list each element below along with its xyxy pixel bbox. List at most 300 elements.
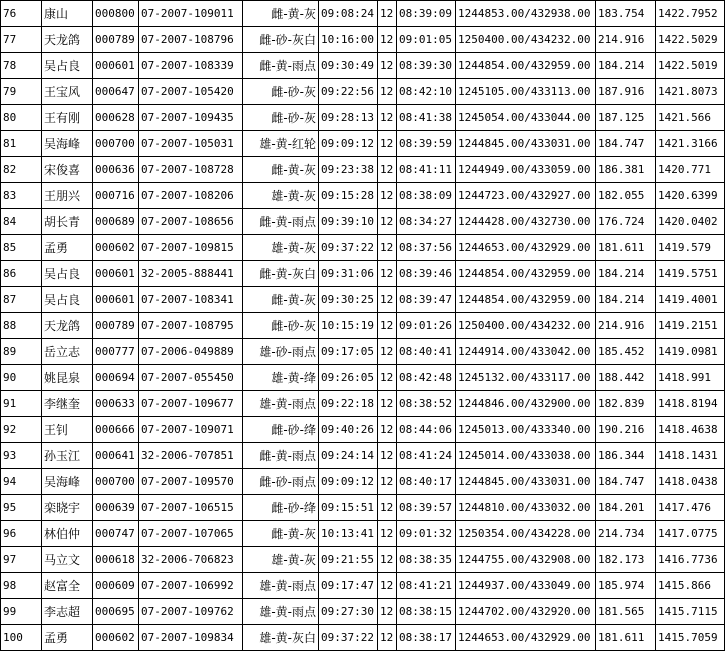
cell-ring-number: 07-2007-108795 <box>139 313 243 339</box>
cell-day: 12 <box>378 443 397 469</box>
cell-speed: 1419.5751 <box>656 261 725 287</box>
cell-name: 孟勇 <box>42 625 93 651</box>
cell-day: 12 <box>378 27 397 53</box>
cell-release-time: 09:23:38 <box>319 157 378 183</box>
cell-speed: 1421.3166 <box>656 131 725 157</box>
cell-ring-number: 07-2007-108728 <box>139 157 243 183</box>
cell-sex-color: 雌-黄-雨点 <box>243 53 319 79</box>
cell-arrival-time: 08:42:48 <box>397 365 456 391</box>
cell-rank: 82 <box>1 157 42 183</box>
cell-name: 孟勇 <box>42 235 93 261</box>
cell-coordinates: 1244845.00/433031.00 <box>456 469 596 495</box>
cell-member-id: 000618 <box>93 547 139 573</box>
cell-sex-color: 雌-黄-雨点 <box>243 443 319 469</box>
cell-rank: 78 <box>1 53 42 79</box>
cell-name: 林伯仲 <box>42 521 93 547</box>
cell-speed: 1415.7059 <box>656 625 725 651</box>
cell-day: 12 <box>378 131 397 157</box>
cell-member-id: 000641 <box>93 443 139 469</box>
cell-member-id: 000716 <box>93 183 139 209</box>
cell-coordinates: 1244845.00/433031.00 <box>456 131 596 157</box>
cell-coordinates: 1245014.00/433038.00 <box>456 443 596 469</box>
cell-ring-number: 07-2007-109570 <box>139 469 243 495</box>
cell-day: 12 <box>378 261 397 287</box>
cell-name: 天龙鸽 <box>42 313 93 339</box>
cell-sex-color: 雄-黄-雨点 <box>243 573 319 599</box>
cell-arrival-time: 08:39:57 <box>397 495 456 521</box>
cell-sex-color: 雌-砂-灰 <box>243 79 319 105</box>
table-row <box>1 53 725 79</box>
cell-sex-color: 雌-黄-雨点 <box>243 209 319 235</box>
cell-release-time: 09:21:55 <box>319 547 378 573</box>
cell-coordinates: 1250400.00/434232.00 <box>456 27 596 53</box>
cell-rank: 92 <box>1 417 42 443</box>
cell-name: 岳立志 <box>42 339 93 365</box>
cell-distance: 181.611 <box>596 235 656 261</box>
cell-arrival-time: 08:44:06 <box>397 417 456 443</box>
cell-release-time: 09:37:22 <box>319 625 378 651</box>
cell-name: 宋俊喜 <box>42 157 93 183</box>
cell-release-time: 09:26:05 <box>319 365 378 391</box>
cell-ring-number: 07-2007-109677 <box>139 391 243 417</box>
cell-ring-number: 07-2007-108339 <box>139 53 243 79</box>
table-row <box>1 547 725 573</box>
table-row <box>1 27 725 53</box>
cell-day: 12 <box>378 573 397 599</box>
cell-ring-number: 32-2006-707851 <box>139 443 243 469</box>
cell-release-time: 09:22:56 <box>319 79 378 105</box>
table-row <box>1 261 725 287</box>
cell-arrival-time: 08:39:09 <box>397 1 456 27</box>
cell-coordinates: 1245013.00/433340.00 <box>456 417 596 443</box>
cell-rank: 90 <box>1 365 42 391</box>
cell-sex-color: 雄-砂-雨点 <box>243 339 319 365</box>
cell-coordinates: 1244914.00/433042.00 <box>456 339 596 365</box>
cell-speed: 1418.8194 <box>656 391 725 417</box>
cell-day: 12 <box>378 547 397 573</box>
table-row <box>1 313 725 339</box>
cell-distance: 185.452 <box>596 339 656 365</box>
cell-arrival-time: 08:39:59 <box>397 131 456 157</box>
cell-day: 12 <box>378 235 397 261</box>
cell-distance: 188.442 <box>596 365 656 391</box>
cell-coordinates: 1244854.00/432959.00 <box>456 53 596 79</box>
cell-arrival-time: 09:01:26 <box>397 313 456 339</box>
cell-release-time: 09:09:12 <box>319 131 378 157</box>
cell-sex-color: 雄-黄-雨点 <box>243 599 319 625</box>
cell-ring-number: 07-2007-109011 <box>139 1 243 27</box>
cell-member-id: 000747 <box>93 521 139 547</box>
cell-sex-color: 雌-砂-绛 <box>243 417 319 443</box>
cell-name: 孙玉江 <box>42 443 93 469</box>
cell-ring-number: 07-2007-108206 <box>139 183 243 209</box>
cell-rank: 88 <box>1 313 42 339</box>
cell-ring-number: 07-2007-109435 <box>139 105 243 131</box>
cell-member-id: 000789 <box>93 313 139 339</box>
cell-arrival-time: 08:40:17 <box>397 469 456 495</box>
cell-release-time: 09:30:49 <box>319 53 378 79</box>
cell-day: 12 <box>378 1 397 27</box>
cell-coordinates: 1244854.00/432959.00 <box>456 261 596 287</box>
cell-rank: 95 <box>1 495 42 521</box>
cell-distance: 214.916 <box>596 27 656 53</box>
cell-name: 姚昆泉 <box>42 365 93 391</box>
cell-name: 马立文 <box>42 547 93 573</box>
cell-speed: 1419.0981 <box>656 339 725 365</box>
cell-coordinates: 1244723.00/432927.00 <box>456 183 596 209</box>
cell-ring-number: 07-2007-107065 <box>139 521 243 547</box>
cell-rank: 80 <box>1 105 42 131</box>
cell-day: 12 <box>378 599 397 625</box>
cell-member-id: 000628 <box>93 105 139 131</box>
cell-release-time: 09:28:13 <box>319 105 378 131</box>
cell-member-id: 000633 <box>93 391 139 417</box>
cell-day: 12 <box>378 339 397 365</box>
cell-member-id: 000694 <box>93 365 139 391</box>
cell-member-id: 000689 <box>93 209 139 235</box>
cell-rank: 83 <box>1 183 42 209</box>
cell-sex-color: 雌-黄-灰 <box>243 157 319 183</box>
cell-name: 王朋兴 <box>42 183 93 209</box>
cell-distance: 186.381 <box>596 157 656 183</box>
cell-name: 胡长青 <box>42 209 93 235</box>
cell-member-id: 000609 <box>93 573 139 599</box>
cell-arrival-time: 08:34:27 <box>397 209 456 235</box>
cell-arrival-time: 08:39:46 <box>397 261 456 287</box>
cell-ring-number: 07-2007-108656 <box>139 209 243 235</box>
table-row <box>1 183 725 209</box>
table-row <box>1 1 725 27</box>
cell-distance: 184.214 <box>596 261 656 287</box>
cell-coordinates: 1245054.00/433044.00 <box>456 105 596 131</box>
cell-sex-color: 雄-黄-灰 <box>243 183 319 209</box>
table-row <box>1 417 725 443</box>
cell-member-id: 000695 <box>93 599 139 625</box>
cell-coordinates: 1244428.00/432730.00 <box>456 209 596 235</box>
cell-distance: 181.565 <box>596 599 656 625</box>
cell-release-time: 09:17:47 <box>319 573 378 599</box>
cell-day: 12 <box>378 183 397 209</box>
cell-rank: 97 <box>1 547 42 573</box>
table-row <box>1 287 725 313</box>
cell-distance: 176.724 <box>596 209 656 235</box>
cell-name: 康山 <box>42 1 93 27</box>
cell-arrival-time: 08:38:15 <box>397 599 456 625</box>
cell-arrival-time: 08:38:52 <box>397 391 456 417</box>
cell-member-id: 000601 <box>93 287 139 313</box>
cell-arrival-time: 09:01:32 <box>397 521 456 547</box>
cell-distance: 184.747 <box>596 131 656 157</box>
cell-sex-color: 雌-砂-灰 <box>243 313 319 339</box>
cell-arrival-time: 08:39:30 <box>397 53 456 79</box>
cell-speed: 1422.5029 <box>656 27 725 53</box>
cell-name: 王宝风 <box>42 79 93 105</box>
table-row <box>1 131 725 157</box>
cell-sex-color: 雄-黄-灰 <box>243 547 319 573</box>
cell-member-id: 000800 <box>93 1 139 27</box>
cell-name: 李志超 <box>42 599 93 625</box>
cell-speed: 1419.2151 <box>656 313 725 339</box>
table-row <box>1 235 725 261</box>
cell-rank: 77 <box>1 27 42 53</box>
cell-coordinates: 1244810.00/433032.00 <box>456 495 596 521</box>
cell-speed: 1422.7952 <box>656 1 725 27</box>
cell-distance: 182.055 <box>596 183 656 209</box>
cell-speed: 1416.7736 <box>656 547 725 573</box>
cell-day: 12 <box>378 365 397 391</box>
cell-ring-number: 07-2007-105420 <box>139 79 243 105</box>
cell-distance: 181.611 <box>596 625 656 651</box>
cell-ring-number: 07-2007-108341 <box>139 287 243 313</box>
cell-speed: 1419.579 <box>656 235 725 261</box>
cell-day: 12 <box>378 521 397 547</box>
cell-day: 12 <box>378 417 397 443</box>
cell-member-id: 000601 <box>93 261 139 287</box>
cell-member-id: 000602 <box>93 235 139 261</box>
cell-speed: 1418.0438 <box>656 469 725 495</box>
cell-sex-color: 雄-黄-红轮 <box>243 131 319 157</box>
cell-speed: 1422.5019 <box>656 53 725 79</box>
cell-coordinates: 1244653.00/432929.00 <box>456 235 596 261</box>
cell-name: 吴占良 <box>42 53 93 79</box>
cell-release-time: 09:22:18 <box>319 391 378 417</box>
table-row <box>1 365 725 391</box>
cell-arrival-time: 08:41:21 <box>397 573 456 599</box>
cell-day: 12 <box>378 495 397 521</box>
cell-day: 12 <box>378 313 397 339</box>
cell-coordinates: 1244846.00/432900.00 <box>456 391 596 417</box>
cell-arrival-time: 08:38:17 <box>397 625 456 651</box>
cell-speed: 1415.7115 <box>656 599 725 625</box>
cell-day: 12 <box>378 625 397 651</box>
cell-distance: 214.916 <box>596 313 656 339</box>
cell-speed: 1418.4638 <box>656 417 725 443</box>
cell-coordinates: 1244702.00/432920.00 <box>456 599 596 625</box>
cell-speed: 1420.771 <box>656 157 725 183</box>
cell-speed: 1417.0775 <box>656 521 725 547</box>
cell-arrival-time: 09:01:05 <box>397 27 456 53</box>
cell-member-id: 000666 <box>93 417 139 443</box>
cell-ring-number: 07-2007-106992 <box>139 573 243 599</box>
cell-release-time: 09:39:10 <box>319 209 378 235</box>
cell-coordinates: 1245132.00/433117.00 <box>456 365 596 391</box>
table-row <box>1 469 725 495</box>
cell-rank: 96 <box>1 521 42 547</box>
cell-release-time: 09:30:25 <box>319 287 378 313</box>
cell-distance: 184.214 <box>596 53 656 79</box>
cell-member-id: 000789 <box>93 27 139 53</box>
cell-rank: 98 <box>1 573 42 599</box>
cell-ring-number: 32-2005-888441 <box>139 261 243 287</box>
cell-speed: 1418.1431 <box>656 443 725 469</box>
cell-sex-color: 雌-砂-雨点 <box>243 469 319 495</box>
cell-release-time: 09:17:05 <box>319 339 378 365</box>
cell-member-id: 000639 <box>93 495 139 521</box>
cell-sex-color: 雌-黄-灰 <box>243 521 319 547</box>
cell-coordinates: 1244755.00/432908.00 <box>456 547 596 573</box>
cell-arrival-time: 08:42:10 <box>397 79 456 105</box>
cell-name: 王有刚 <box>42 105 93 131</box>
cell-sex-color: 雌-黄-灰 <box>243 1 319 27</box>
cell-speed: 1420.0402 <box>656 209 725 235</box>
cell-speed: 1420.6399 <box>656 183 725 209</box>
cell-ring-number: 07-2006-049889 <box>139 339 243 365</box>
cell-member-id: 000602 <box>93 625 139 651</box>
cell-name: 吴占良 <box>42 261 93 287</box>
cell-member-id: 000777 <box>93 339 139 365</box>
cell-rank: 87 <box>1 287 42 313</box>
cell-coordinates: 1244853.00/432938.00 <box>456 1 596 27</box>
cell-release-time: 10:13:41 <box>319 521 378 547</box>
cell-coordinates: 1250400.00/434232.00 <box>456 313 596 339</box>
cell-sex-color: 雌-砂-绛 <box>243 495 319 521</box>
cell-sex-color: 雌-黄-灰 <box>243 287 319 313</box>
cell-rank: 91 <box>1 391 42 417</box>
results-table-body <box>1 1 725 651</box>
cell-sex-color: 雌-砂-灰白 <box>243 27 319 53</box>
cell-rank: 89 <box>1 339 42 365</box>
cell-name: 王钊 <box>42 417 93 443</box>
cell-arrival-time: 08:40:41 <box>397 339 456 365</box>
cell-ring-number: 07-2007-106515 <box>139 495 243 521</box>
cell-rank: 93 <box>1 443 42 469</box>
cell-speed: 1421.566 <box>656 105 725 131</box>
cell-member-id: 000601 <box>93 53 139 79</box>
cell-ring-number: 07-2007-109834 <box>139 625 243 651</box>
cell-day: 12 <box>378 287 397 313</box>
cell-release-time: 09:15:28 <box>319 183 378 209</box>
cell-arrival-time: 08:41:38 <box>397 105 456 131</box>
table-row <box>1 105 725 131</box>
cell-arrival-time: 08:37:56 <box>397 235 456 261</box>
cell-member-id: 000636 <box>93 157 139 183</box>
cell-release-time: 09:40:26 <box>319 417 378 443</box>
cell-release-time: 09:31:06 <box>319 261 378 287</box>
table-row <box>1 391 725 417</box>
cell-rank: 86 <box>1 261 42 287</box>
cell-rank: 84 <box>1 209 42 235</box>
cell-distance: 186.344 <box>596 443 656 469</box>
cell-ring-number: 07-2007-108796 <box>139 27 243 53</box>
cell-ring-number: 07-2007-109762 <box>139 599 243 625</box>
cell-name: 吴海峰 <box>42 131 93 157</box>
cell-release-time: 09:37:22 <box>319 235 378 261</box>
cell-day: 12 <box>378 469 397 495</box>
cell-sex-color: 雄-黄-灰白 <box>243 625 319 651</box>
cell-release-time: 10:16:00 <box>319 27 378 53</box>
cell-arrival-time: 08:39:47 <box>397 287 456 313</box>
cell-coordinates: 1245105.00/433113.00 <box>456 79 596 105</box>
cell-release-time: 09:15:51 <box>319 495 378 521</box>
cell-distance: 182.173 <box>596 547 656 573</box>
cell-sex-color: 雌-砂-灰 <box>243 105 319 131</box>
cell-speed: 1421.8073 <box>656 79 725 105</box>
cell-day: 12 <box>378 391 397 417</box>
cell-distance: 184.214 <box>596 287 656 313</box>
cell-name: 栾晓宇 <box>42 495 93 521</box>
table-row <box>1 521 725 547</box>
table-row <box>1 443 725 469</box>
cell-distance: 190.216 <box>596 417 656 443</box>
cell-speed: 1418.991 <box>656 365 725 391</box>
cell-day: 12 <box>378 79 397 105</box>
cell-distance: 187.916 <box>596 79 656 105</box>
cell-sex-color: 雄-黄-灰 <box>243 235 319 261</box>
cell-release-time: 09:24:14 <box>319 443 378 469</box>
cell-member-id: 000647 <box>93 79 139 105</box>
cell-rank: 85 <box>1 235 42 261</box>
cell-release-time: 09:09:12 <box>319 469 378 495</box>
cell-coordinates: 1244854.00/432959.00 <box>456 287 596 313</box>
cell-distance: 183.754 <box>596 1 656 27</box>
cell-ring-number: 07-2007-105031 <box>139 131 243 157</box>
table-row <box>1 573 725 599</box>
cell-distance: 214.734 <box>596 521 656 547</box>
cell-arrival-time: 08:41:11 <box>397 157 456 183</box>
cell-distance: 185.974 <box>596 573 656 599</box>
cell-name: 吴占良 <box>42 287 93 313</box>
cell-speed: 1415.866 <box>656 573 725 599</box>
cell-name: 李继奎 <box>42 391 93 417</box>
cell-rank: 100 <box>1 625 42 651</box>
cell-release-time: 09:08:24 <box>319 1 378 27</box>
cell-rank: 99 <box>1 599 42 625</box>
cell-member-id: 000700 <box>93 131 139 157</box>
cell-day: 12 <box>378 157 397 183</box>
cell-coordinates: 1250354.00/434228.00 <box>456 521 596 547</box>
cell-sex-color: 雄-黄-绛 <box>243 365 319 391</box>
cell-sex-color: 雌-黄-灰白 <box>243 261 319 287</box>
cell-speed: 1419.4001 <box>656 287 725 313</box>
cell-member-id: 000700 <box>93 469 139 495</box>
cell-distance: 182.839 <box>596 391 656 417</box>
cell-coordinates: 1244949.00/433059.00 <box>456 157 596 183</box>
cell-ring-number: 07-2007-109071 <box>139 417 243 443</box>
cell-release-time: 09:27:30 <box>319 599 378 625</box>
cell-rank: 79 <box>1 79 42 105</box>
cell-name: 天龙鸽 <box>42 27 93 53</box>
cell-release-time: 10:15:19 <box>319 313 378 339</box>
table-row <box>1 625 725 651</box>
cell-arrival-time: 08:41:24 <box>397 443 456 469</box>
cell-rank: 81 <box>1 131 42 157</box>
cell-ring-number: 07-2007-109815 <box>139 235 243 261</box>
cell-day: 12 <box>378 105 397 131</box>
table-row <box>1 339 725 365</box>
cell-distance: 184.747 <box>596 469 656 495</box>
cell-distance: 184.201 <box>596 495 656 521</box>
cell-distance: 187.125 <box>596 105 656 131</box>
cell-day: 12 <box>378 209 397 235</box>
cell-rank: 76 <box>1 1 42 27</box>
cell-arrival-time: 08:38:09 <box>397 183 456 209</box>
table-row <box>1 495 725 521</box>
cell-arrival-time: 08:38:35 <box>397 547 456 573</box>
table-row <box>1 599 725 625</box>
cell-day: 12 <box>378 53 397 79</box>
cell-speed: 1417.476 <box>656 495 725 521</box>
table-row <box>1 157 725 183</box>
table-row <box>1 79 725 105</box>
cell-ring-number: 07-2007-055450 <box>139 365 243 391</box>
cell-name: 吴海峰 <box>42 469 93 495</box>
cell-name: 赵富全 <box>42 573 93 599</box>
cell-sex-color: 雄-黄-雨点 <box>243 391 319 417</box>
cell-coordinates: 1244653.00/432929.00 <box>456 625 596 651</box>
cell-rank: 94 <box>1 469 42 495</box>
table-row <box>1 209 725 235</box>
cell-ring-number: 32-2006-706823 <box>139 547 243 573</box>
